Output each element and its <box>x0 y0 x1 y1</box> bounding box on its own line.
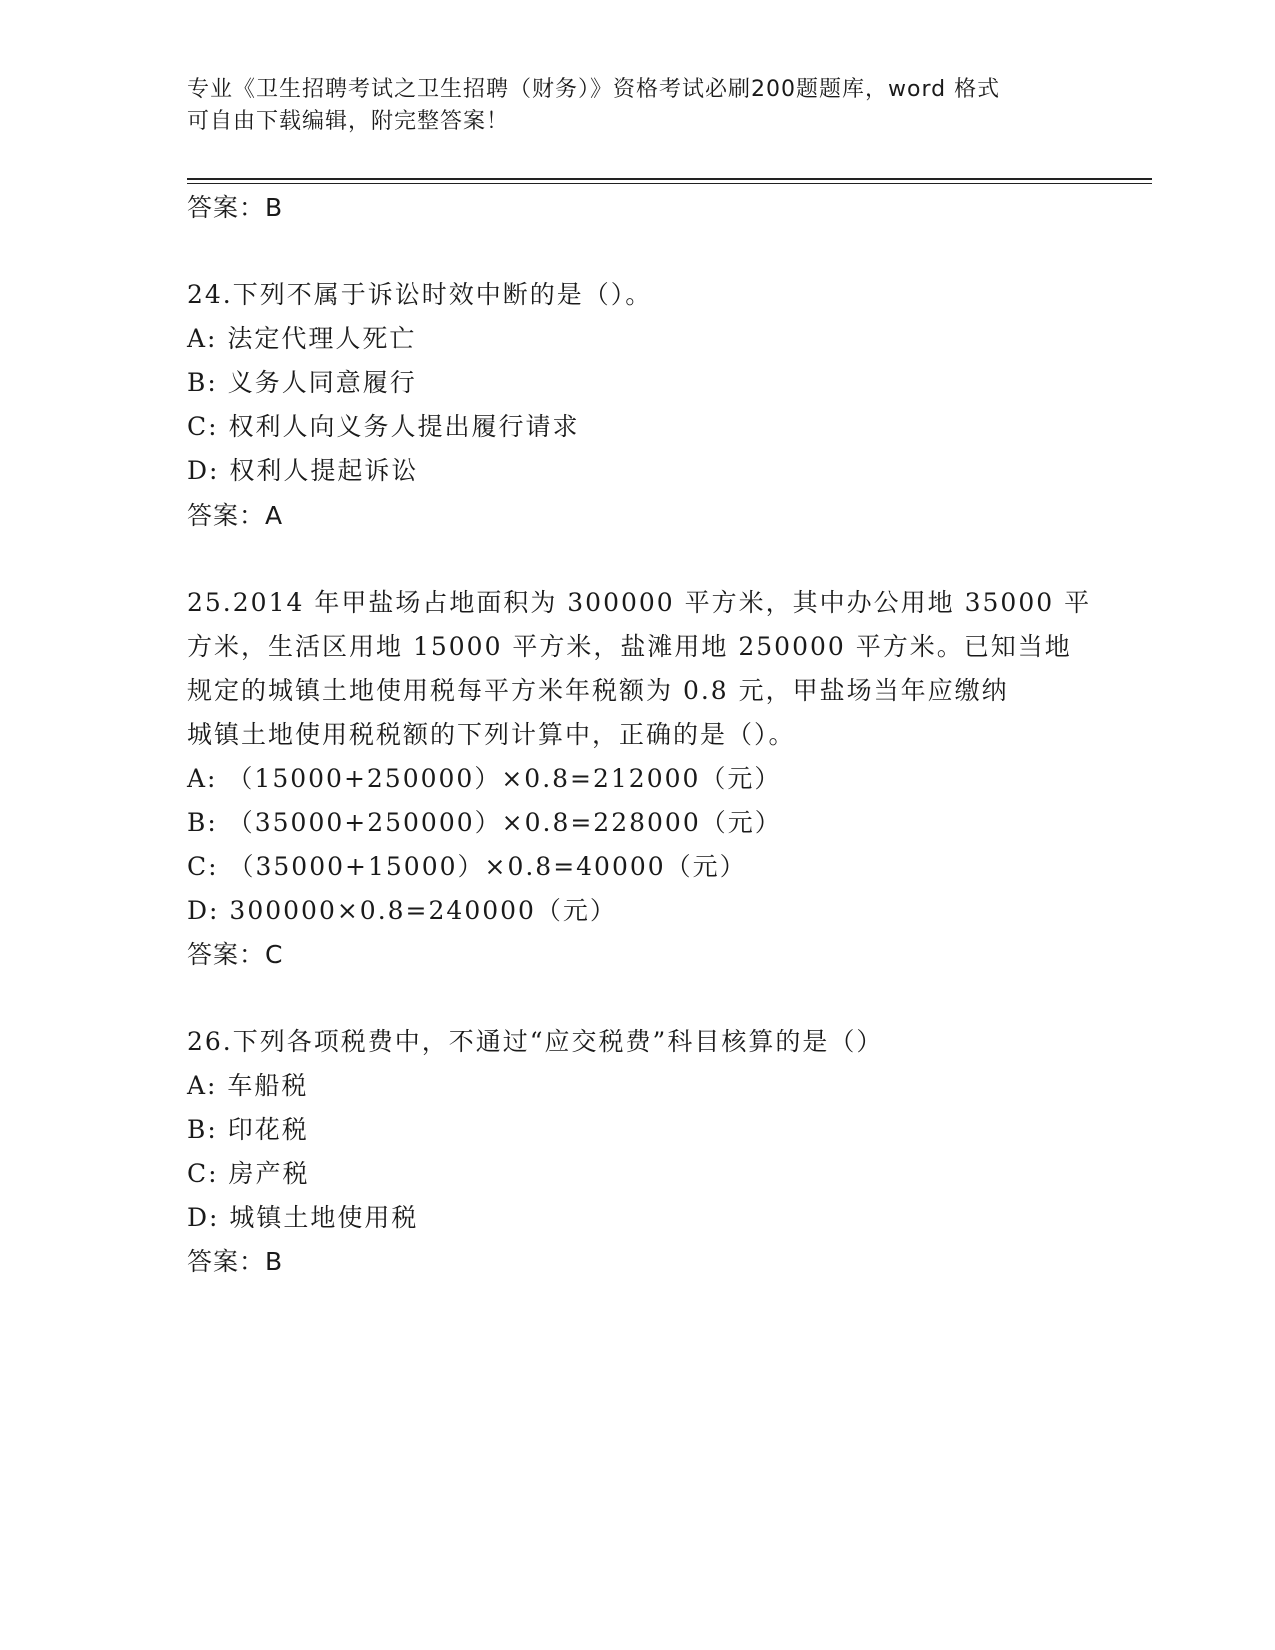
question-25-text-line-2: 方米，生活区用地 15000 平方米，盐滩用地 250000 平方米。已知当地 <box>187 632 1072 661</box>
question-25-option-b: B: （35000+250000）×0.8=228000（元） <box>187 808 782 837</box>
question-24-option-d: D: 权利人提起诉讼 <box>187 456 419 485</box>
question-25-option-d: D: 300000×0.8=240000（元） <box>187 896 617 925</box>
question-26-text: 26.下列各项税费中，不通过“应交税费”科目核算的是（） <box>187 1027 884 1056</box>
question-24-option-a: A: 法定代理人死亡 <box>187 324 417 353</box>
header-line-2: 可自由下载编辑，附完整答案！ <box>187 109 510 134</box>
question-26-answer: 答案：B <box>187 1247 284 1276</box>
question-25-text-line-3: 规定的城镇土地使用税每平方米年税额为 0.8 元，甲盐场当年应缴纳 <box>187 676 1009 705</box>
header-line-1: 专业《卫生招聘考试之卫生招聘（财务）》资格考试必刷200题题库，word 格式 <box>187 77 1001 102</box>
question-26-option-a: A: 车船税 <box>187 1071 309 1100</box>
question-24-text: 24.下列不属于诉讼时效中断的是（）。 <box>187 280 653 309</box>
question-26-option-c: C: 房产税 <box>187 1159 310 1188</box>
question-26-option-b: B: 印花税 <box>187 1115 309 1144</box>
question-25-option-c: C: （35000+15000）×0.8=40000（元） <box>187 852 747 881</box>
question-24-answer: 答案：A <box>187 501 284 530</box>
question-24-option-b: B: 义务人同意履行 <box>187 368 417 397</box>
header-rule-thick <box>187 178 1152 180</box>
question-26-option-d: D: 城镇土地使用税 <box>187 1203 419 1232</box>
question-25-answer: 答案：C <box>187 940 284 969</box>
previous-answer: 答案：B <box>187 193 284 222</box>
question-25-option-a: A: （15000+250000）×0.8=212000（元） <box>187 764 782 793</box>
question-24-option-c: C: 权利人向义务人提出履行请求 <box>187 412 580 441</box>
header-rule-thin <box>187 183 1152 184</box>
question-25-text-line-1: 25.2014 年甲盐场占地面积为 300000 平方米，其中办公用地 35000 平 <box>187 588 1092 617</box>
document-header <box>187 74 1067 138</box>
question-25-text-line-4: 城镇土地使用税税额的下列计算中，正确的是（）。 <box>187 720 796 749</box>
